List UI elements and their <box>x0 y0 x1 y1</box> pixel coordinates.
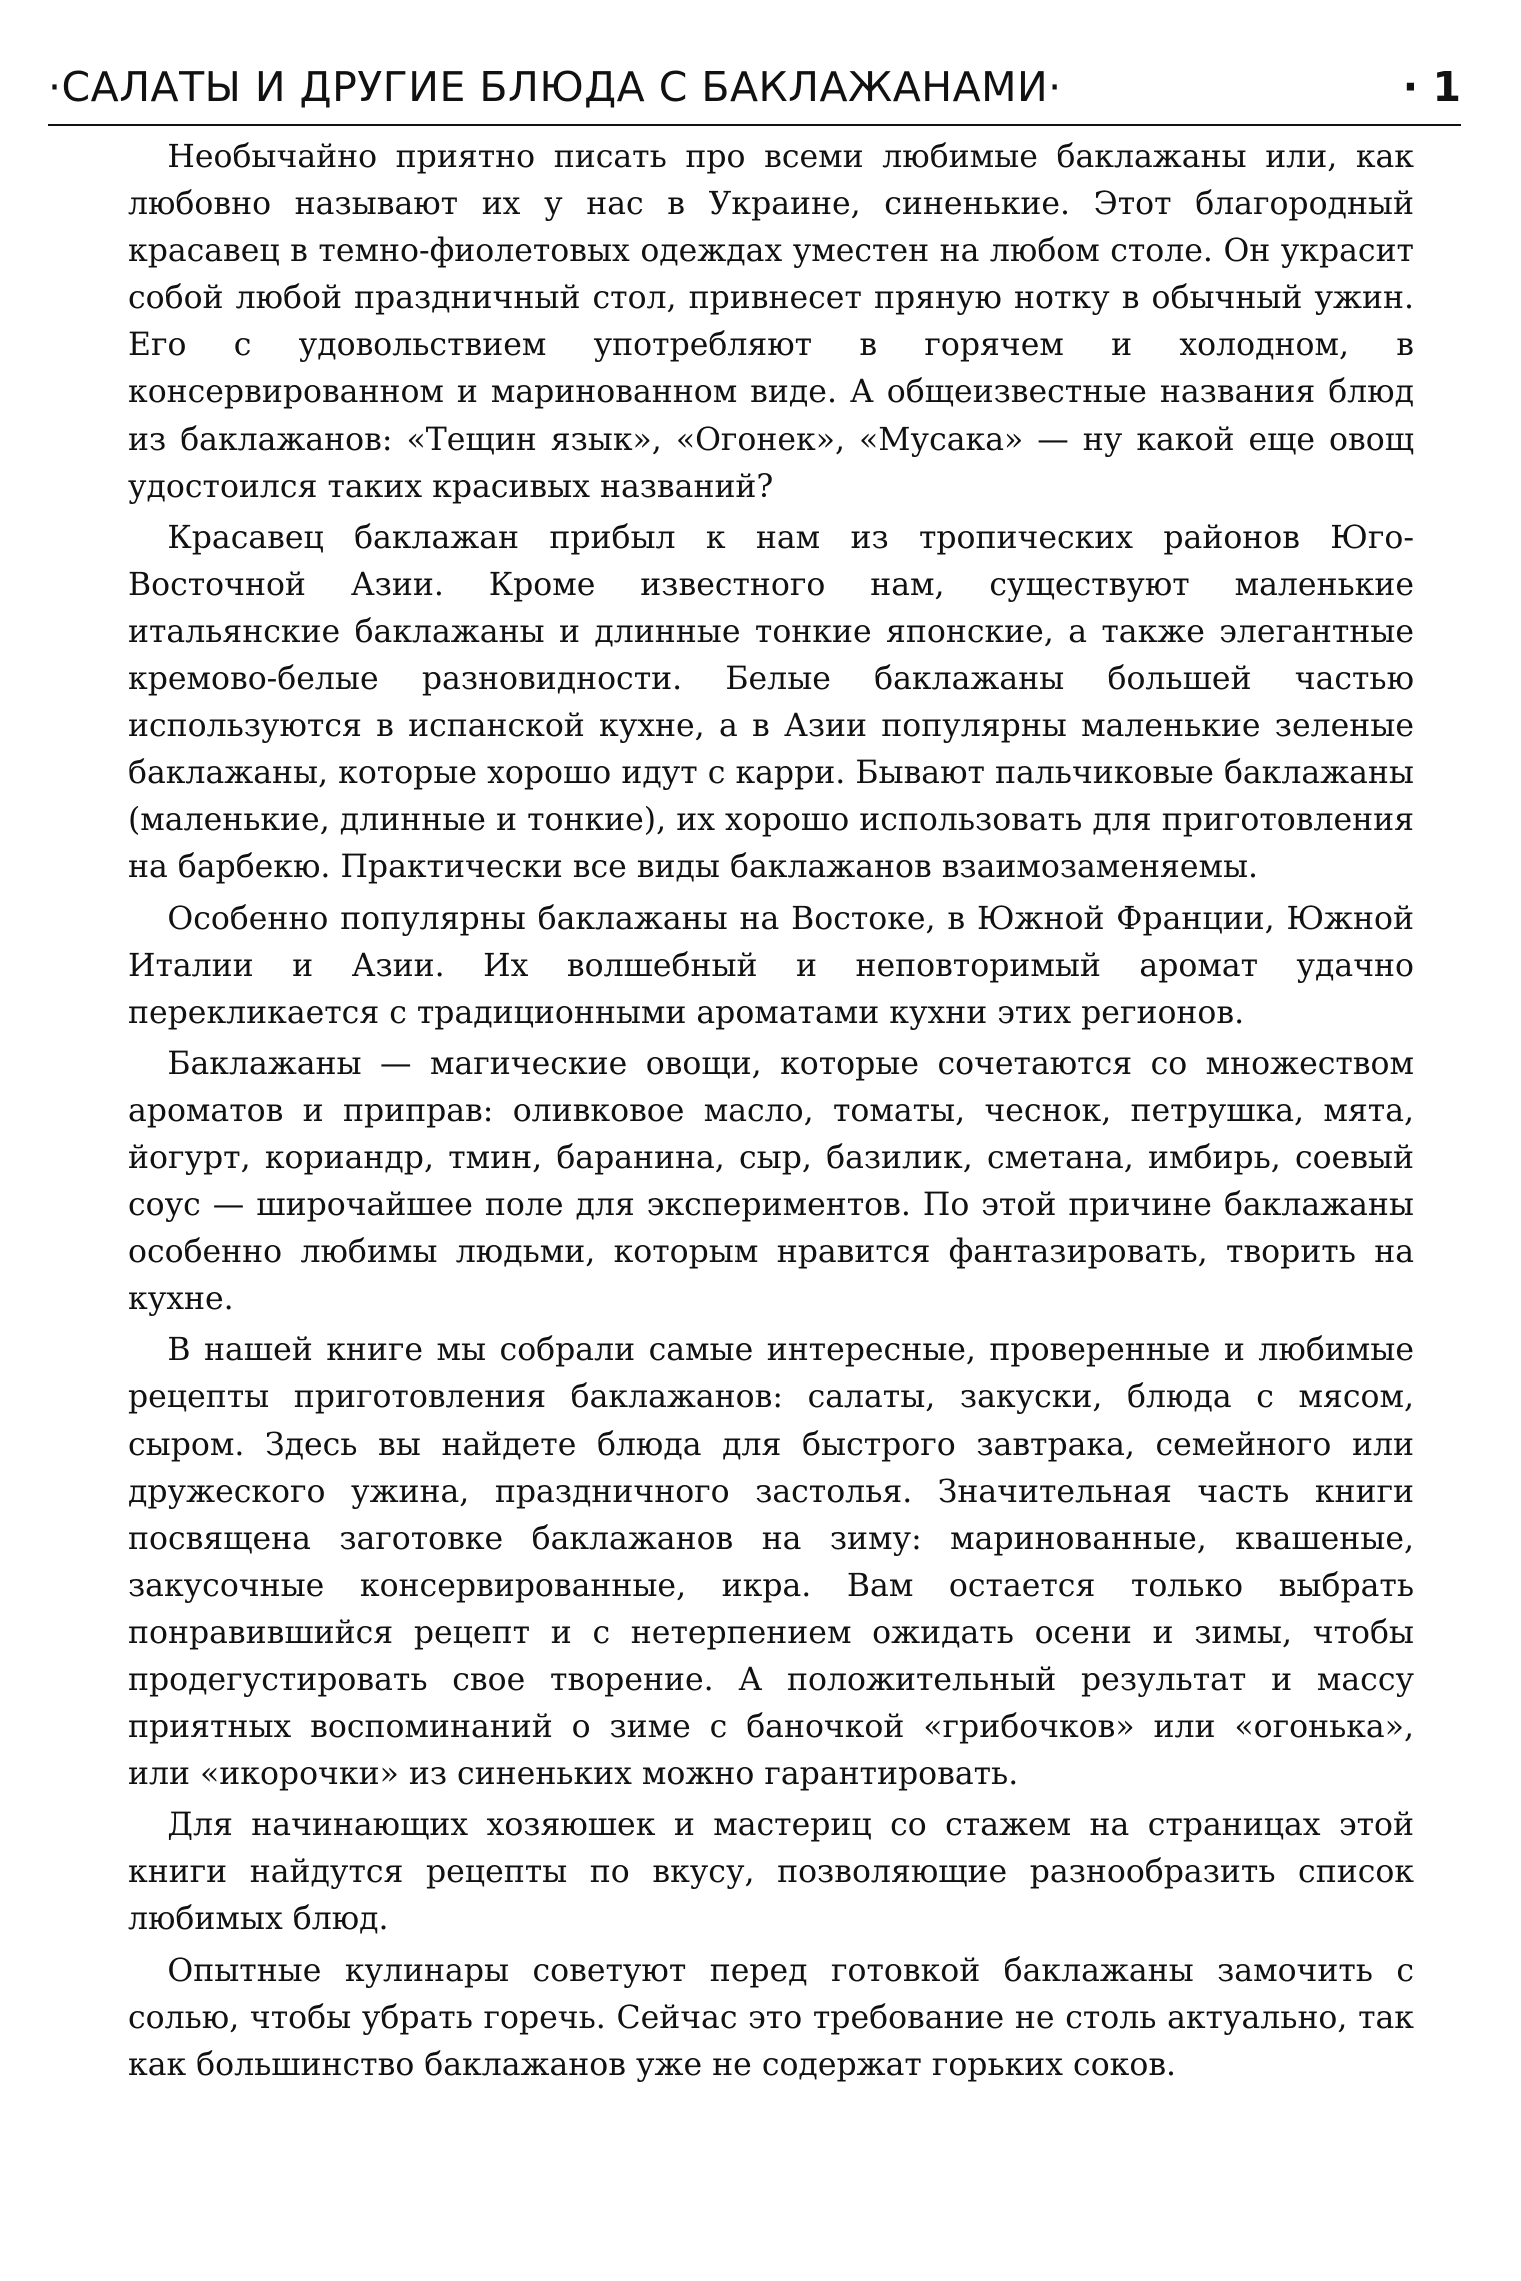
paragraph-intro: Необычайно приятно писать про всеми любимые баклажаны или, как любовно называют их у нас в Украине, синенькие. Этот благородный красавец в темно-фиолетовых одеждах уместен на любом столе. Он украсит собой любой праздничный стол, привнесет пряную нотку в обычный ужин. Его с удовольствием употребляют в горячем и холодном, в консервированном и маринованном виде. А общеизвестные названия блюд из баклажанов: «Тещин язык», «Огонек», «Мусака» — ну какой еще овощ удостоился таких красивых названий? <box>128 139 1414 505</box>
header-rule <box>48 124 1461 126</box>
paragraph-book-contents: В нашей книге мы собрали самые интересные, проверенные и любимые рецепты приготовления баклажанов: салаты, закуски, блюда с мясом, сыром. Здесь вы найдете блюда для быстрого завтрака, семейного или дружеского ужина, праздничного застолья. Значительная часть книги посвящена заготовке баклажанов на зиму: маринованные, квашеные, закусочные консервированные, икра. Вам остается только выбрать понравившийся рецепт и с нетерпением ожидать осени и зимы, чтобы продегустировать свое творение. А положительный результат и массу приятных воспоминаний о зиме с баночкой «грибочков» или «огонька», или «икорочки» из синеньких можно гарантировать. <box>128 1332 1414 1793</box>
body-text <box>128 134 1414 2093</box>
running-head <box>48 56 1461 118</box>
paragraph-origin: Красавец баклажан прибыл к нам из тропических районов Юго-Восточной Азии. Кроме известного нам, существуют маленькие итальянские баклажаны и длинные тонкие японские, а также элегантные кремово-белые разновидности. Белые баклажаны большей частью используются в испанской кухне, а в Азии популярны маленькие зеленые баклажаны, которые хорошо идут с карри. Бывают пальчиковые баклажаны (маленькие, длинные и тонкие), их хорошо использовать для приготовления на барбекю. Практически все виды баклажанов взаимозаменяемы. <box>128 519 1414 886</box>
page-number: · 1 <box>1402 63 1461 111</box>
paragraph-flavors: Баклажаны — магические овощи, которые сочетаются со множеством ароматов и приправ: оливковое масло, томаты, чеснок, петрушка, мята, йогурт, кориандр, тмин, баранина, сыр, базилик, сметана, имбирь, соевый соус — широчайшее поле для экспериментов. По этой причине баклажаны особенно любимы людьми, которым нравится фантазировать, творить на кухне. <box>128 1045 1414 1318</box>
paragraph-audience: Для начинающих хозяюшек и мастериц со стажем на страницах этой книги найдутся рецепты по вкусу, позволяющие разнообразить список любимых блюд. <box>128 1807 1414 1938</box>
running-title: ·САЛАТЫ И ДРУГИЕ БЛЮДА С БАКЛАЖАНАМИ· <box>48 63 1062 111</box>
paragraph-regions: Особенно популярны баклажаны на Востоке, в Южной Франции, Южной Италии и Азии. Их волшебный и неповторимый аромат удачно перекликается с традиционными ароматами кухни этих регионов. <box>128 900 1414 1031</box>
paragraph-tip: Опытные кулинары советуют перед готовкой баклажаны замочить с солью, чтобы убрать горечь. Сейчас это требование не столь актуально, так как большинство баклажанов уже не содержат горьких соков. <box>128 1952 1414 2083</box>
